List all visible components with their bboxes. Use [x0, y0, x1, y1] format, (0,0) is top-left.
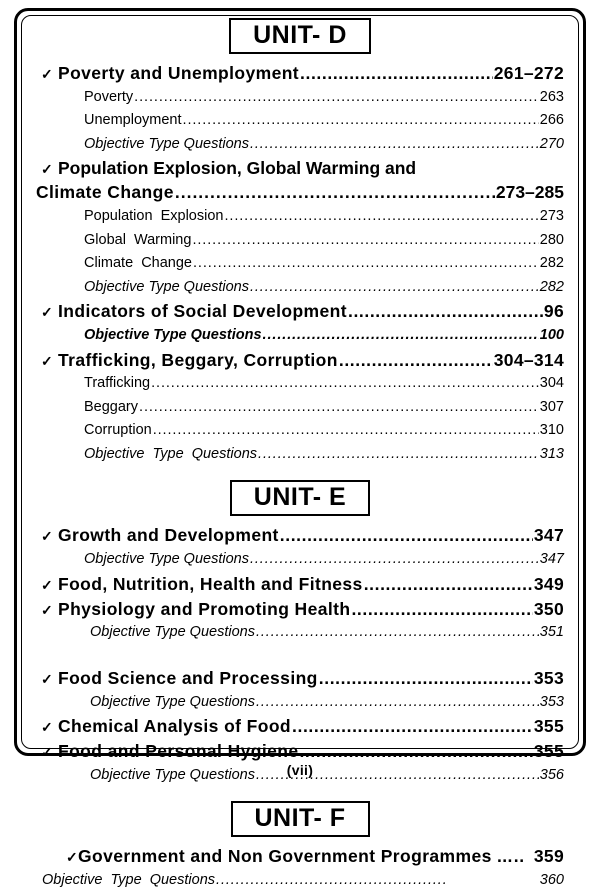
dot-leader	[224, 205, 538, 228]
entry-label: Chemical Analysis of Food	[58, 716, 292, 737]
unit-banner	[36, 18, 564, 54]
dot-leader	[263, 324, 539, 347]
entry-label: Poverty	[84, 88, 134, 105]
checkmark-icon: ✓	[41, 66, 53, 82]
entry-page-number: 359	[533, 846, 564, 867]
checkmark-icon: ✓	[41, 528, 53, 545]
entry-label: Food Science and Processing	[58, 667, 318, 688]
chapter-entry[interactable]	[36, 299, 564, 324]
entry-label: Trafficking, Beggary, Corruption	[58, 349, 338, 370]
entry-page-number: 266	[539, 112, 564, 129]
entry-label: Trafficking	[84, 375, 151, 392]
unit-banner	[36, 801, 564, 837]
entry-page-number: 100	[539, 327, 564, 344]
topic-entry[interactable]	[36, 419, 564, 442]
dot-leader	[348, 299, 543, 324]
checkmark-icon: ✓	[41, 670, 53, 687]
entry-page-number: 282	[539, 255, 564, 272]
dot-leader	[139, 396, 539, 419]
checkmark-icon: ✓	[41, 719, 53, 736]
entry-label: Beggary	[84, 398, 139, 415]
entry-label: Objective Type Questions	[84, 551, 249, 568]
entry-page-number: 349	[533, 573, 564, 594]
entry-label: Objective Type Questions	[84, 445, 258, 462]
objective-entry[interactable]	[36, 324, 564, 347]
entry-label: Objective Type Questions	[84, 278, 249, 295]
entry-page-number: 280	[539, 231, 564, 248]
objective-entry[interactable]	[36, 548, 564, 571]
entry-label: Physiology and Promoting Health	[58, 598, 351, 619]
unit-title-box: UNIT- E	[230, 480, 370, 516]
objective-entry[interactable]	[36, 443, 564, 466]
chapter-entry[interactable]	[36, 844, 564, 869]
chapter-entry-line2[interactable]	[36, 180, 564, 205]
entry-page-number: 356	[539, 766, 564, 783]
entry-page-number: 347	[533, 525, 564, 546]
entry-label: Climate Change	[36, 182, 174, 203]
dot-leader	[300, 61, 493, 86]
entry-page-number: 350	[533, 598, 564, 619]
dot-leader	[250, 133, 539, 156]
dot-leader	[134, 86, 539, 109]
objective-entry[interactable]	[36, 621, 564, 644]
entry-label: Food and Personal Hygiene	[58, 741, 299, 761]
topic-entry[interactable]	[36, 396, 564, 419]
chapter-entry[interactable]	[36, 348, 564, 373]
chapter-entry[interactable]	[36, 666, 564, 691]
page-folio: (vii)	[286, 762, 314, 778]
dot-leader	[514, 844, 524, 869]
topic-entry[interactable]	[36, 109, 564, 132]
entry-page-number: 273	[539, 208, 564, 225]
entry-page-number: 353	[533, 667, 564, 688]
chapter-entry[interactable]	[36, 597, 564, 622]
entry-page-number: 304–314	[493, 349, 564, 370]
entry-label: Corruption	[84, 422, 152, 439]
checkmark-icon: ✓	[41, 161, 53, 178]
chapter-entry[interactable]	[36, 61, 564, 86]
entry-label: Objective Type Questions	[42, 872, 216, 889]
checkmark-icon: ✓	[41, 576, 53, 593]
entry-page-number: 261–272	[493, 63, 564, 83]
entry-page-number: 355	[533, 741, 564, 761]
entry-page-number: 313	[539, 445, 564, 462]
banner-spacer	[36, 837, 564, 844]
chapter-entry[interactable]	[36, 572, 564, 597]
dot-leader	[299, 739, 532, 764]
entry-page-number: 273–285	[495, 182, 564, 203]
dot-leader	[193, 252, 539, 275]
entry-label: Growth and Development	[58, 525, 279, 546]
entry-label: Objective Type Questions	[90, 766, 255, 783]
dot-leader	[351, 597, 532, 622]
entry-label: Objective Type Questions	[84, 135, 249, 152]
entry-label: Indicators of Social Development	[58, 301, 347, 322]
chapter-entry[interactable]	[36, 714, 564, 739]
entry-page-number: 270	[539, 135, 564, 152]
entry-page-number: 355	[533, 716, 564, 737]
objective-entry[interactable]	[36, 276, 564, 299]
unit-banner	[36, 480, 564, 516]
entry-label: Global Warming	[84, 231, 192, 248]
entry-page-number: 353	[539, 693, 564, 710]
dot-leader	[175, 180, 495, 205]
checkmark-icon: ✓	[41, 352, 53, 369]
topic-entry[interactable]	[36, 229, 564, 252]
dot-leader	[256, 691, 539, 714]
checkmark-icon: ✓	[66, 849, 78, 866]
chapter-entry[interactable]	[36, 739, 564, 764]
unit-title-box: UNIT- D	[229, 18, 371, 54]
dot-leader	[258, 443, 539, 466]
dot-leader	[183, 109, 539, 132]
objective-entry[interactable]	[36, 869, 564, 892]
entry-label: Population Explosion, Global Warming and	[58, 158, 417, 179]
topic-entry[interactable]	[36, 372, 564, 395]
topic-entry[interactable]	[36, 205, 564, 228]
dot-leader	[153, 419, 539, 442]
entry-page-number: 282	[539, 278, 564, 295]
dot-leader	[250, 276, 539, 299]
entry-label: Objective Type Questions	[90, 693, 255, 710]
dot-leader	[250, 548, 539, 571]
banner-spacer	[36, 54, 564, 61]
dot-leader	[151, 372, 539, 395]
entry-label: Population Explosion	[84, 208, 224, 225]
entry-label: Objective Type Questions	[90, 624, 255, 641]
entry-page-number: 347	[539, 551, 564, 568]
section-spacer	[36, 787, 564, 801]
entry-page-number: 96	[543, 301, 564, 322]
dot-leader	[364, 572, 533, 597]
entry-page-number: 360	[539, 872, 564, 889]
entry-page-number: 310	[539, 422, 564, 439]
section-spacer	[36, 466, 564, 480]
dot-leader	[280, 523, 533, 548]
entry-label: Government and Non Government Programmes ...	[78, 846, 513, 867]
entry-label: Climate Change	[84, 255, 192, 272]
entry-label: Poverty and Unemployment	[58, 63, 300, 83]
entry-page-number: 263	[539, 88, 564, 105]
topic-entry[interactable]	[36, 252, 564, 275]
entry-label: Unemployment	[84, 112, 182, 129]
entry-label: Food, Nutrition, Health and Fitness	[58, 573, 363, 594]
entry-label: Objective Type Questions	[84, 327, 262, 344]
dot-leader	[292, 714, 533, 739]
checkmark-icon: ✓	[41, 304, 53, 321]
checkmark-icon: ✓	[41, 744, 53, 760]
entry-page-number: 351	[539, 624, 564, 641]
checkmark-icon: ✓	[41, 601, 53, 618]
chapter-entry[interactable]	[36, 523, 564, 548]
dot-leader	[339, 348, 493, 373]
objective-entry[interactable]	[36, 133, 564, 156]
dot-leader	[319, 666, 533, 691]
chapter-entry-line1[interactable]	[36, 156, 564, 180]
objective-entry[interactable]	[36, 691, 564, 714]
entry-gap	[36, 645, 564, 666]
unit-title-box: UNIT- F	[231, 801, 370, 837]
entry-page-number: 307	[539, 398, 564, 415]
dot-leader	[256, 621, 539, 644]
entry-page-number: 304	[539, 375, 564, 392]
dot-leader	[216, 869, 447, 892]
banner-spacer	[36, 516, 564, 523]
topic-entry[interactable]	[36, 86, 564, 109]
dot-leader	[192, 229, 538, 252]
